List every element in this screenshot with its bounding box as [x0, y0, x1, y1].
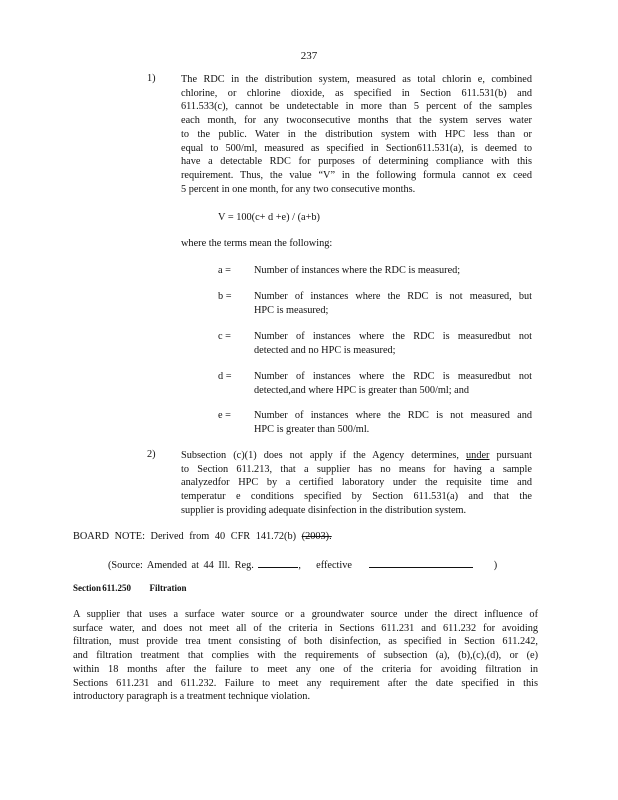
- body-line: introductory paragraph is a treatment technique violation.: [73, 691, 311, 703]
- definition-key: a =: [218, 265, 231, 276]
- item-1-line: each month, for any twoconsecutive months that the system serves water: [181, 115, 532, 127]
- effective-date-blank: [369, 557, 473, 568]
- definition-line: Number of instances where the RDC is measured;: [254, 265, 461, 276]
- definition-e: [218, 409, 538, 437]
- source-comma: ,: [298, 560, 301, 571]
- rdc-formula: V = 100(c+ d +e) / (a+b): [218, 212, 320, 223]
- board-note-text: BOARD NOTE: Derived from 40 CFR 141.72(b): [73, 531, 297, 542]
- inserted-text: under: [466, 450, 490, 461]
- item-2-line1-post: pursuant: [496, 450, 532, 461]
- source-prefix: (Source: Amended at 44 Ill. Reg.: [108, 560, 254, 571]
- definition-line: detected and no HPC is measured;: [254, 344, 396, 356]
- item-1-line: 5 percent in one month, for any two consecutive months.: [181, 183, 416, 195]
- definition-line: Number of instances where the RDC is not measured and: [254, 410, 532, 421]
- section-title: Filtration: [149, 583, 187, 593]
- item-1-line: have a detectable RDC for purposes of determining compliance with this: [181, 156, 532, 168]
- item-2-number: 2): [147, 449, 156, 460]
- definition-key: c =: [218, 331, 231, 342]
- definition-line: HPC is greater than 500/ml.: [254, 423, 370, 435]
- item-1-line: requirement. Thus, the value “V” in the following formula cannot ex ceed: [181, 169, 532, 181]
- definition-a: [218, 264, 538, 278]
- source-note: [108, 557, 497, 573]
- source-effective: effective: [316, 560, 352, 571]
- item-2-line: to Section 611.213, that a supplier has no means for having a sample: [181, 463, 532, 475]
- definition-c: [218, 330, 538, 358]
- page-number: 237: [300, 50, 318, 62]
- definition-line: Number of instances where the RDC is measuredbut not: [254, 371, 532, 382]
- body-line: within 18 months after the failure to meet any one of the criteria for avoiding filtration in: [73, 663, 538, 675]
- section-number: 611.250: [102, 583, 132, 593]
- register-page-blank: [258, 557, 298, 568]
- item-1-line: 611.533(c), cannot be undetectable in more than 5 percent of the samples: [181, 101, 532, 113]
- definition-line: detected,and where HPC is greater than 500/ml; and: [254, 384, 470, 396]
- body-line: and filtration treatment that complies with the requirements of subsection (a), (b),(c),(d), or (e): [73, 650, 538, 662]
- item-2-line: temperatur e conditions specified by Section 611.531(a) and that the: [181, 491, 532, 503]
- item-1-line: chlorine, or chlorine dioxide, as specified in Section 611.531(b) and: [181, 87, 532, 99]
- item-1-paragraph: [181, 73, 532, 196]
- definition-line: Number of instances where the RDC is not measured, but: [254, 291, 532, 302]
- item-2-paragraph: [181, 449, 532, 518]
- item-2-line: supplier is providing adequate disinfection in the distribution system.: [181, 504, 467, 516]
- item-1-line: equal to 500/ml, measured as specified in Section611.531(a), is deemed to: [181, 142, 532, 154]
- source-close: ): [493, 560, 498, 571]
- filtration-paragraph: [73, 608, 538, 704]
- deleted-text: (2003).: [301, 531, 332, 542]
- body-line: surface water, and does not meet all of the criteria in Sections 611.231 and 611.232 for avoiding: [73, 622, 538, 634]
- definition-d: [218, 370, 538, 398]
- definition-line: Number of instances where the RDC is measuredbut not: [254, 331, 532, 342]
- item-1-line: to the public. Water in the distribution system with HPC less than or: [181, 128, 532, 140]
- item-2-line1-pre: Subsection (c)(1) does not apply if the Agency determines,: [181, 450, 459, 461]
- definition-text: [254, 370, 532, 397]
- section-label: Section: [73, 583, 101, 593]
- definition-text: [254, 330, 532, 357]
- definition-b: [218, 290, 538, 318]
- definition-key: e =: [218, 410, 231, 421]
- item-1-number: 1): [147, 73, 156, 84]
- where-terms-intro: where the terms mean the following:: [181, 238, 333, 249]
- definition-key: b =: [218, 291, 232, 302]
- body-line: Sections 611.231 and 611.232. Failure to meet any requirement after the date specified in this: [73, 677, 538, 689]
- definition-text: [254, 409, 532, 436]
- definition-key: d =: [218, 371, 232, 382]
- definition-text: [254, 264, 532, 278]
- body-line: A supplier that uses a surface water source or a groundwater source under the direct influence of: [73, 609, 538, 620]
- definition-line: HPC is measured;: [254, 304, 329, 316]
- body-line: filtration, must provide trea tment consisting of both disinfection, as specified in Section 611.242,: [73, 636, 538, 648]
- item-2-line: analyzedfor HPC by a certified laboratory under the requisite time and: [181, 477, 532, 489]
- definition-text: [254, 290, 532, 317]
- section-heading: [73, 583, 187, 593]
- board-note: [73, 530, 332, 544]
- item-1-line: The RDC in the distribution system, measured as total chlorin e, combined: [181, 74, 532, 85]
- item-2-line: [181, 449, 532, 463]
